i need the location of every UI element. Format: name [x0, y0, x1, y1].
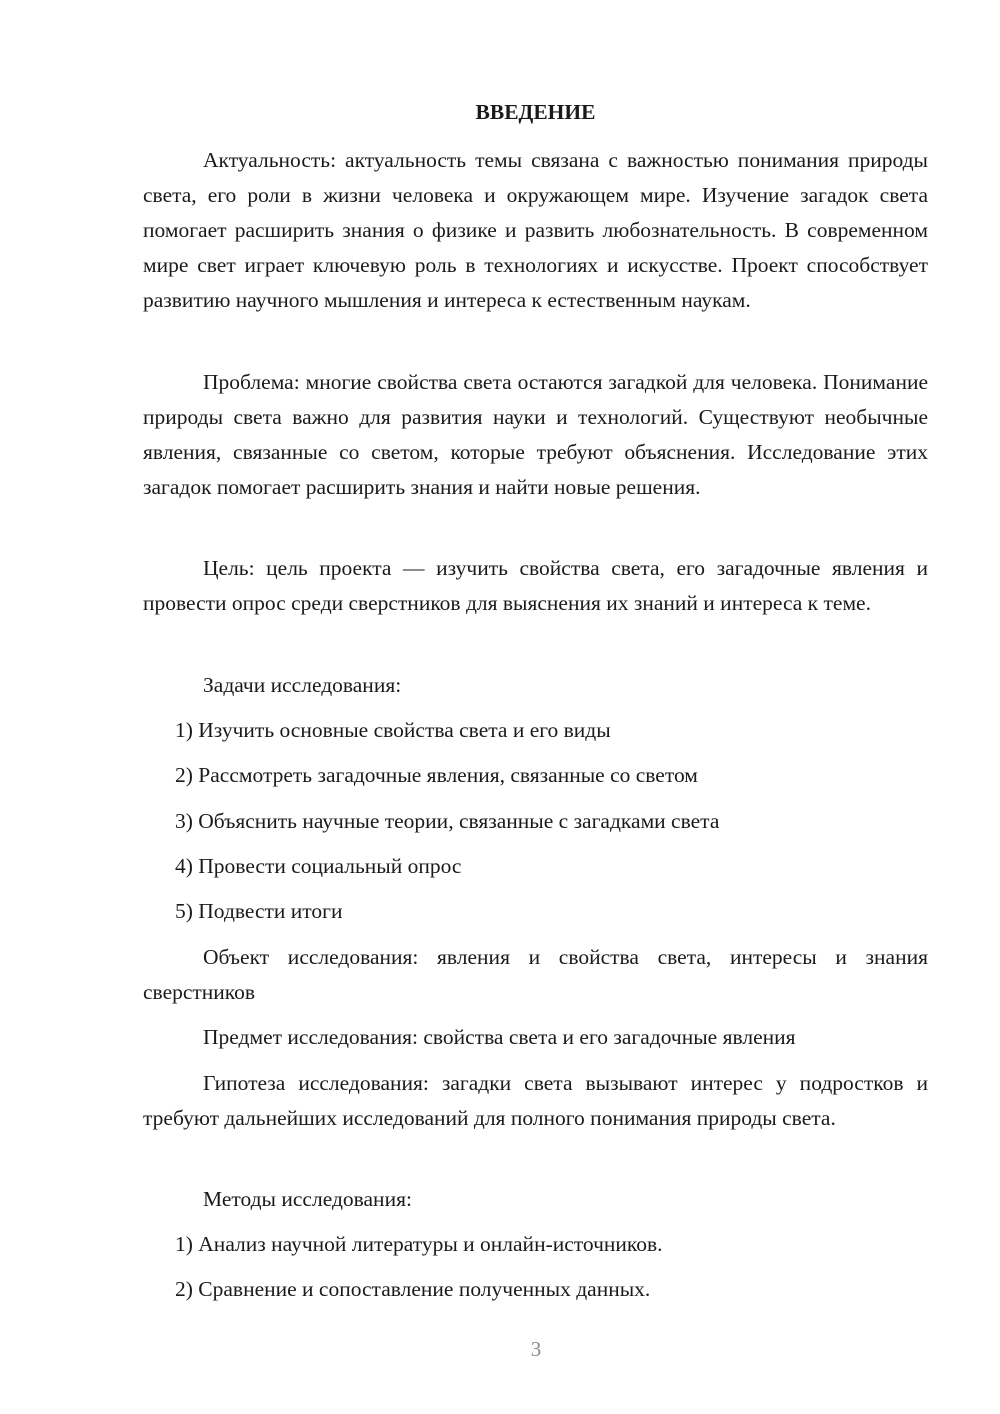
page-title: ВВЕДЕНИЕ: [475, 100, 596, 124]
task-item-1: 1) Изучить основные свойства света и его виды: [175, 718, 611, 742]
paragraph-problem: Проблема: многие свойства света остаются загадкой для человека. Понимание природы света важно для развития науки и технологий. Существуют необычные явления, связанные со светом, которые требуют объяснения. Исследование этих загадок помогает расширить знания и найти новые решения.: [143, 370, 928, 499]
paragraph-hypothesis: Гипотеза исследования: загадки света вызывают интерес у подростков и требуют дальнейших исследований для полного понимания природы света.: [143, 1071, 928, 1130]
page-number: 3: [530, 1337, 542, 1361]
task-item-5: 5) Подвести итоги: [175, 899, 343, 923]
paragraph-relevance: Актуальность: актуальность темы связана с важностью понимания природы света, его роли в жизни человека и окружающем мире. Изучение загадок света помогает расширить знания о физике и развить любознательность. В современном мире свет играет ключевую роль в технологиях и искусстве. Проект способствует развитию научного мышления и интереса к естественным наукам.: [143, 148, 928, 312]
task-item-4: 4) Провести социальный опрос: [175, 854, 462, 878]
paragraph-object: Объект исследования: явления и свойства света, интересы и знания сверстников: [143, 945, 928, 1004]
method-item-2: 2) Сравнение и сопоставление полученных данных.: [175, 1277, 651, 1301]
methods-heading: Методы исследования:: [203, 1187, 412, 1211]
task-item-2: 2) Рассмотреть загадочные явления, связанные со светом: [175, 763, 698, 787]
paragraph-goal: Цель: цель проекта — изучить свойства света, его загадочные явления и провести опрос среди сверстников для выяснения их знаний и интереса к теме.: [143, 556, 928, 615]
tasks-heading: Задачи исследования:: [203, 673, 402, 697]
paragraph-subject: Предмет исследования: свойства света и его загадочные явления: [203, 1025, 796, 1049]
method-item-1: 1) Анализ научной литературы и онлайн-источников.: [175, 1232, 663, 1256]
task-item-3: 3) Объяснить научные теории, связанные с загадками света: [175, 809, 720, 833]
